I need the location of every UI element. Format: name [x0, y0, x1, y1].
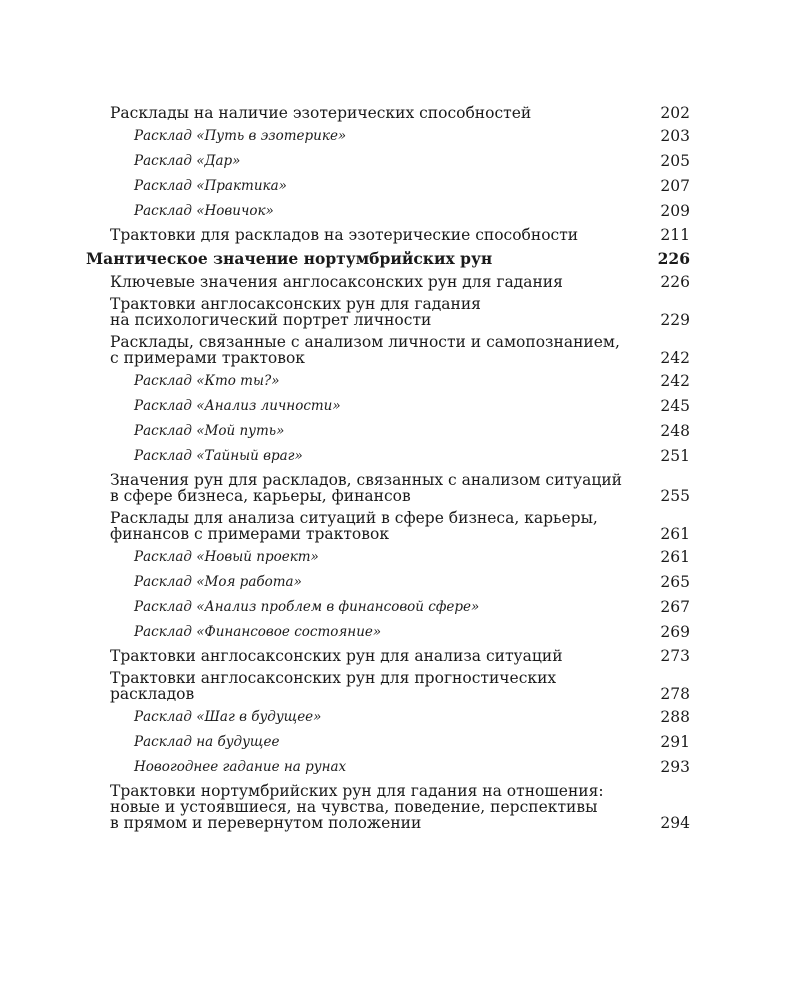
toc-entry-page: 294: [660, 814, 690, 832]
toc-entry-page: 229: [660, 311, 690, 329]
toc-entry[interactable]: [86, 372, 690, 391]
toc-entry[interactable]: [86, 227, 690, 243]
toc-entry[interactable]: [86, 708, 690, 727]
toc-entry-page: 209: [660, 202, 690, 220]
toc-entry-page: 207: [660, 177, 690, 195]
toc-entry[interactable]: [86, 548, 690, 567]
toc-entry-title: Расклады на наличие эзотерических способностей: [110, 104, 532, 122]
toc-entry-title: Ключевые значения англосаксонских рун для гадания: [110, 273, 563, 291]
toc-entry-title: Трактовки англосаксонских рун для гадания на психологический портрет личности: [110, 295, 481, 329]
toc-entry-page: 293: [660, 758, 690, 776]
toc-entry-page: 251: [660, 447, 690, 465]
toc-entry-page: 291: [660, 733, 690, 751]
toc-entry-page: 255: [660, 487, 690, 505]
toc-entry[interactable]: [86, 422, 690, 441]
toc-entry[interactable]: [86, 296, 690, 328]
toc-entry[interactable]: [86, 733, 690, 752]
toc-entry-title: Расклад «Финансовое состояние»: [134, 624, 382, 640]
toc-entry-page: 205: [660, 152, 690, 170]
toc-entry-page: 261: [660, 548, 690, 566]
toc-entry-title: Трактовки англосаксонских рун для анализа ситуаций: [110, 647, 563, 665]
table-of-contents: [86, 104, 690, 837]
toc-entry-page: 211: [660, 226, 690, 244]
toc-entry-title: Расклад «Мой путь»: [134, 423, 285, 439]
toc-entry[interactable]: [86, 152, 690, 171]
toc-entry-title: Расклад «Дар»: [134, 153, 241, 169]
toc-entry-title: Расклад «Практика»: [134, 178, 287, 194]
toc-entry-title: Расклад «Анализ личности»: [134, 398, 341, 414]
toc-entry[interactable]: [86, 573, 690, 592]
toc-entry-page: 267: [660, 598, 690, 616]
toc-entry-title: Расклады, связанные с анализом личности и самопознанием, с примерами трактовок: [110, 333, 620, 367]
toc-entry[interactable]: [86, 510, 690, 542]
toc-entry[interactable]: [86, 177, 690, 196]
toc-entry-page: 261: [660, 525, 690, 543]
toc-entry-page: 245: [660, 397, 690, 415]
toc-entry-title: Трактовки нортумбрийских рун для гадания на отношения: новые и устоявшиеся, на чувства, поведение, перспективы в прямом и перевернутом положении: [110, 782, 604, 832]
toc-entry-title: Расклад «Новый проект»: [134, 549, 319, 565]
toc-entry-title: Расклад «Тайный враг»: [134, 448, 303, 464]
toc-entry[interactable]: [86, 127, 690, 146]
toc-entry[interactable]: [86, 397, 690, 416]
toc-entry-page: 269: [660, 623, 690, 641]
toc-entry-title: Расклад «Путь в эзотерике»: [134, 128, 347, 144]
toc-entry-title: Значения рун для раскладов, связанных с анализом ситуаций в сфере бизнеса, карьеры, финансов: [110, 471, 622, 505]
toc-entry-page: 242: [660, 372, 690, 390]
toc-entry-title: Расклад «Моя работа»: [134, 574, 302, 590]
toc-entry-title: Расклад на будущее: [134, 734, 280, 750]
toc-chapter-title: Мантическое значение нортумбрийских рун: [86, 249, 493, 268]
toc-entry-page: 203: [660, 127, 690, 145]
toc-entry-page: 265: [660, 573, 690, 591]
toc-entry-page: 226: [660, 273, 690, 291]
toc-entry[interactable]: [86, 648, 690, 664]
toc-entry[interactable]: [86, 623, 690, 642]
toc-chapter[interactable]: [86, 249, 690, 268]
toc-entry[interactable]: [86, 598, 690, 617]
toc-entry[interactable]: [86, 670, 690, 702]
toc-entry-title: Расклад «Новичок»: [134, 203, 274, 219]
toc-entry[interactable]: [86, 472, 690, 504]
toc-entry-title: Расклад «Шаг в будущее»: [134, 709, 322, 725]
toc-entry[interactable]: [86, 202, 690, 221]
toc-entry-page: 288: [660, 708, 690, 726]
toc-entry-page: 202: [660, 104, 690, 122]
toc-entry[interactable]: [86, 783, 690, 831]
toc-entry[interactable]: [86, 334, 690, 366]
toc-entry[interactable]: [86, 274, 690, 290]
toc-entry-title: Новогоднее гадание на рунах: [134, 759, 347, 775]
toc-entry-title: Трактовки для раскладов на эзотерические способности: [110, 226, 579, 244]
toc-entry-title: Расклад «Анализ проблем в финансовой сфере»: [134, 599, 480, 615]
toc-chapter-page: 226: [657, 249, 690, 268]
toc-entry[interactable]: [86, 105, 690, 121]
toc-entry-page: 242: [660, 349, 690, 367]
toc-entry[interactable]: [86, 447, 690, 466]
toc-entry-title: Трактовки англосаксонских рун для прогностических раскладов: [110, 669, 557, 703]
toc-entry-title: Расклады для анализа ситуаций в сфере бизнеса, карьеры, финансов с примерами трактовок: [110, 509, 598, 543]
toc-entry-page: 248: [660, 422, 690, 440]
toc-entry-page: 278: [660, 685, 690, 703]
toc-entry-title: Расклад «Кто ты?»: [134, 373, 280, 389]
toc-entry-page: 273: [660, 647, 690, 665]
toc-entry[interactable]: [86, 758, 690, 777]
